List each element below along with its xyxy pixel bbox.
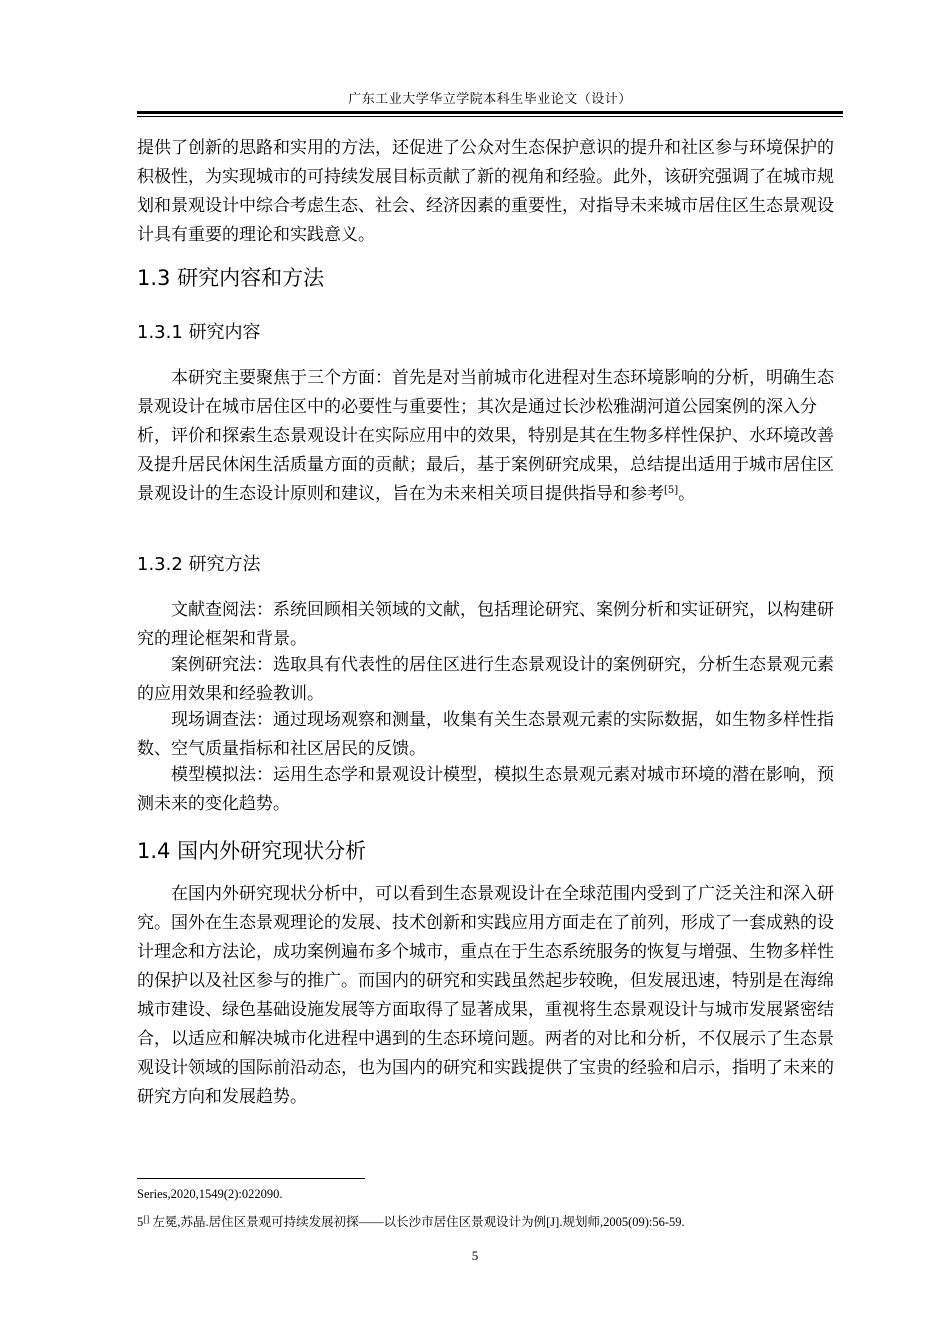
paragraph-method-literature: 文献查阅法：系统回顾相关领域的文献，包括理论研究、案例分析和实证研究，以构建研究的理论框架和背景。	[137, 600, 834, 649]
section-heading-1-4: 1.4 国内外研究现状分析	[137, 839, 367, 863]
paragraph-research-content	[137, 364, 843, 509]
header-rule-thin	[137, 116, 843, 117]
page-number: 5	[471, 1248, 479, 1263]
footnote-5-bracket: []	[143, 1214, 150, 1224]
footnote-continuation: Series,2020,1549(2):022090.	[137, 1187, 283, 1201]
section-heading-1-3: 1.3 研究内容和方法	[137, 266, 325, 290]
paragraph-research-content-end: 。	[678, 484, 696, 504]
paragraph-method-case-study: 案例研究法：选取具有代表性的居住区进行生态景观设计的案例研究，分析生态景观元素的应用效果和经验教训。	[137, 655, 834, 704]
paragraph-research-content-text: 本研究主要聚焦于三个方面：首先是对当前城市化进程对生态环境影响的分析，明确生态景观设计在城市居住区中的必要性与重要性；其次是通过长沙松雅湖河道公园案例的深入分析，评价和探索生态景观设计在实际应用中的效果，特别是其在生物多样性保护、水环境改善及提升居民休闲生活质量方面的贡献；最后，基于案例研究成果，总结提出适用于城市居住区景观设计的生态设计原则和建议，旨在为未来相关项目提供指导和参考	[137, 368, 834, 504]
footnote-5	[137, 1212, 843, 1230]
citation-ref-5[interactable]: [5]	[664, 485, 679, 496]
header-rule-thick	[137, 111, 843, 114]
running-header: 广东工业大学华立学院本科生毕业论文（设计）	[348, 92, 632, 107]
footnote-5-text: 左冕,苏晶.居住区景观可持续发展初探——以长沙市居住区景观设计为例[J].规划师,2005(09):56-59.	[149, 1215, 685, 1229]
paragraph-continuation: 提供了创新的思路和实用的方法，还促进了公众对生态保护意识的提升和社区参与环境保护的积极性，为实现城市的可持续发展目标贡献了新的视角和经验。此外，该研究强调了在城市规划和景观设计中综合考虑生态、社会、经济因素的重要性，对指导未来城市居住区生态景观设计具有重要的理论和实践意义。	[137, 138, 834, 245]
footnote-5-mark: 5	[137, 1215, 144, 1229]
paragraph-method-field-survey: 现场调查法：通过现场观察和测量，收集有关生态景观元素的实际数据，如生物多样性指数、空气质量指标和社区居民的反馈。	[137, 710, 834, 759]
section-heading-1-3-2: 1.3.2 研究方法	[137, 554, 261, 575]
section-heading-1-3-1: 1.3.1 研究内容	[137, 322, 261, 343]
paragraph-research-status: 在国内外研究现状分析中，可以看到生态景观设计在全球范围内受到了广泛关注和深入研究。国外在生态景观理论的发展、技术创新和实践应用方面走在了前列，形成了一套成熟的设计理念和方法论，成功案例遍布多个城市，重点在于生态系统服务的恢复与增强、生物多样性的保护以及社区参与的推广。而国内的研究和实践虽然起步较晚，但发展迅速，特别是在海绵城市建设、绿色基础设施发展等方面取得了显著成果，重视将生态景观设计与城市发展紧密结合，以适应和解决城市化进程中遇到的生态环境问题。两者的对比和分析，不仅展示了生态景观设计领域的国际前沿动态，也为国内的研究和实践提供了宝贵的经验和启示，指明了未来的研究方向和发展趋势。	[137, 884, 834, 1107]
footnote-separator	[137, 1178, 365, 1179]
paragraph-method-model: 模型模拟法：运用生态学和景观设计模型，模拟生态景观元素对城市环境的潜在影响，预测未来的变化趋势。	[137, 765, 834, 814]
